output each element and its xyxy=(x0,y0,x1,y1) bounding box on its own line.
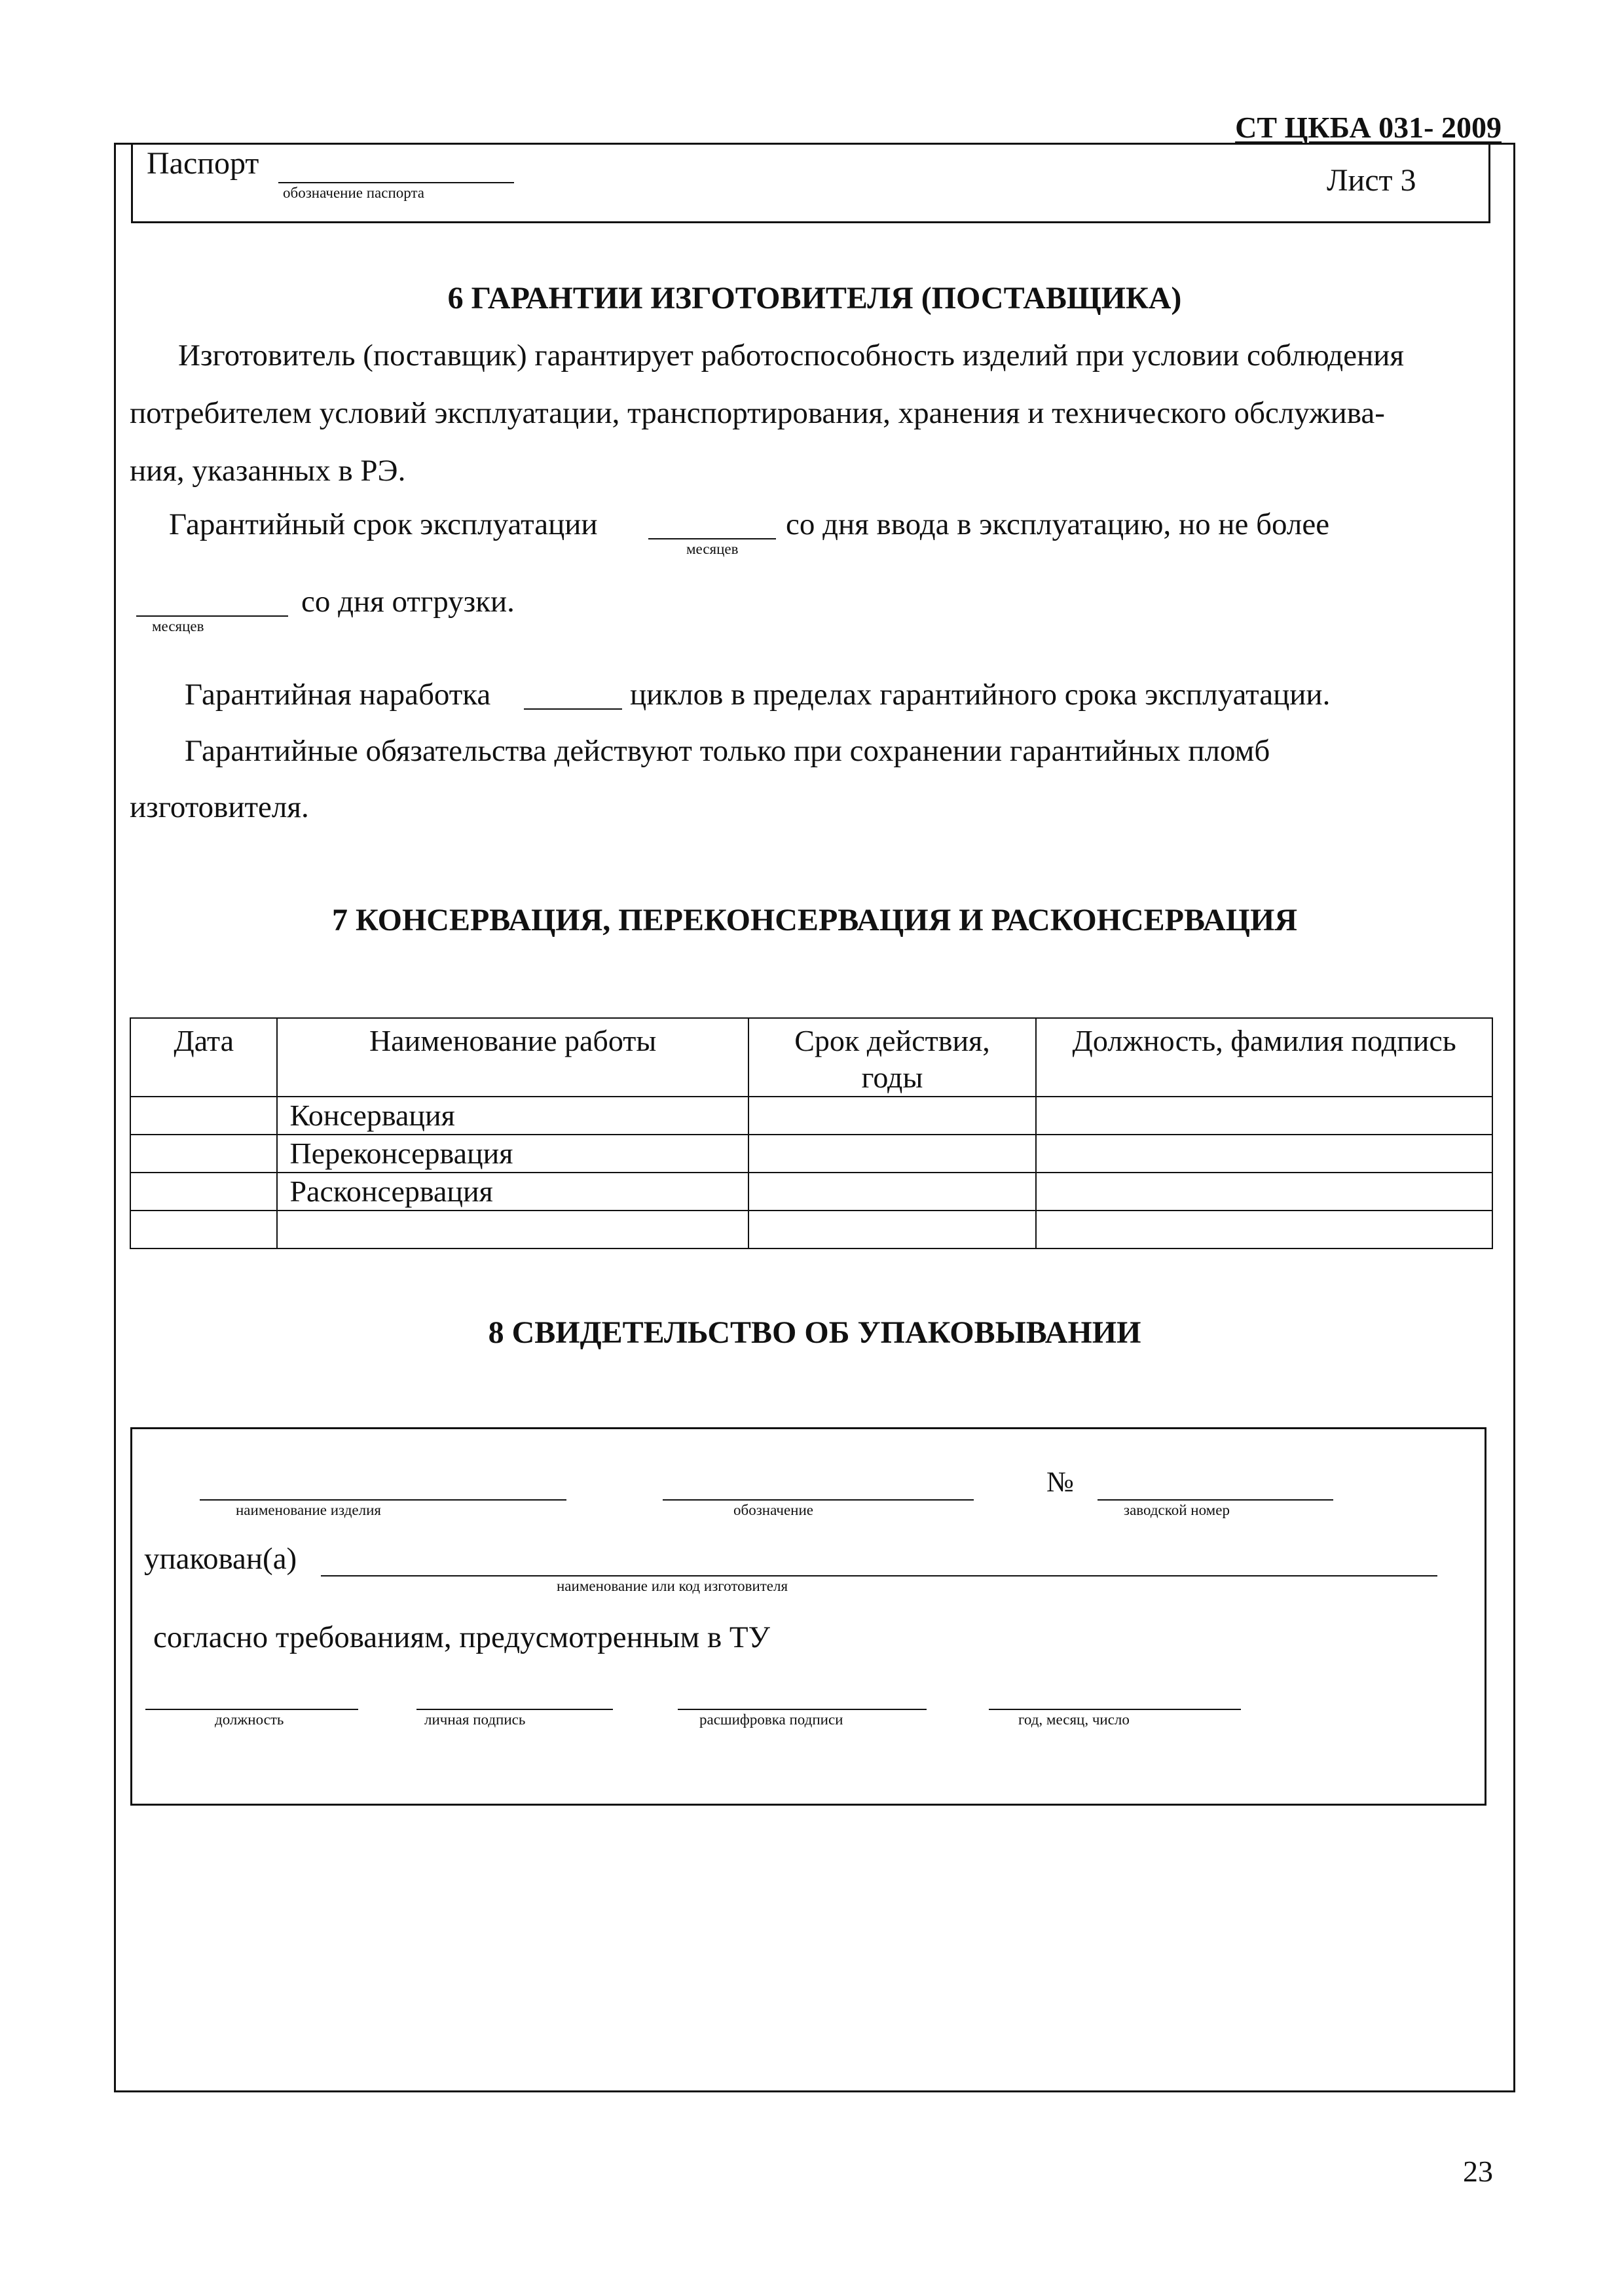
shipment-period-text: со дня отгрузки. xyxy=(301,585,515,619)
table-cell-signature[interactable] xyxy=(1036,1211,1492,1248)
table-cell-work: Переконсервация xyxy=(277,1135,748,1173)
table-cell-date[interactable] xyxy=(130,1173,277,1211)
packing-certificate-box xyxy=(130,1427,1486,1806)
passport-designation-caption: обозначение паспорта xyxy=(283,185,425,201)
column-header-date: Дата xyxy=(130,1018,277,1097)
warranty-paragraph-line-1: Изготовитель (поставщик) гарантирует работоспособность изделий при условии соблюдения xyxy=(178,338,1404,373)
table-cell-work: Расконсервация xyxy=(277,1173,748,1211)
shipment-period-caption: месяцев xyxy=(152,618,204,634)
table-cell-validity[interactable] xyxy=(748,1211,1036,1248)
table-row xyxy=(130,1173,1492,1211)
table-cell-date[interactable] xyxy=(130,1211,277,1248)
manufacturer-caption: наименование или код изготовителя xyxy=(557,1578,788,1594)
date-caption: год, месяц, число xyxy=(1018,1711,1130,1728)
table-cell-work[interactable] xyxy=(277,1211,748,1248)
requirements-text: согласно требованиям, предусмотренным в ТУ xyxy=(153,1620,770,1654)
warranty-paragraph-line-3: ния, указанных в РЭ. xyxy=(130,454,406,488)
column-header-work: Наименование работы xyxy=(277,1018,748,1097)
table-cell-signature[interactable] xyxy=(1036,1135,1492,1173)
warranty-cycles-text: циклов в пределах гарантийного срока эксплуатации. xyxy=(630,678,1331,712)
conservation-table-header xyxy=(130,1018,1492,1097)
table-cell-work: Консервация xyxy=(277,1097,748,1135)
column-header-position-signature: Должность, фамилия подпись xyxy=(1036,1018,1492,1097)
signature-decode-caption: расшифровка подписи xyxy=(699,1711,843,1728)
standard-code: СТ ЦКБА 031- 2009 xyxy=(1235,111,1502,144)
passport-designation-blank[interactable] xyxy=(278,182,514,183)
section-7-title: 7 КОНСЕРВАЦИЯ, ПЕРЕКОНСЕРВАЦИЯ И РАСКОНСЕРВАЦИЯ xyxy=(332,903,1297,938)
product-name-blank[interactable] xyxy=(200,1499,566,1501)
sheet-label: Лист 3 xyxy=(1327,163,1416,198)
position-blank[interactable] xyxy=(145,1709,358,1710)
serial-number-caption: заводской номер xyxy=(1124,1502,1230,1518)
warranty-period-blank[interactable] xyxy=(648,538,776,539)
page-number: 23 xyxy=(1463,2155,1493,2188)
signature-blank[interactable] xyxy=(416,1709,613,1710)
warranty-period-label: Гарантийный срок эксплуатации xyxy=(169,507,598,541)
table-cell-validity[interactable] xyxy=(748,1097,1036,1135)
table-row xyxy=(130,1135,1492,1173)
table-cell-date[interactable] xyxy=(130,1135,277,1173)
product-name-caption: наименование изделия xyxy=(236,1502,381,1518)
packed-label: упакован(а) xyxy=(144,1542,297,1576)
number-sign: № xyxy=(1046,1466,1074,1498)
signature-decode-blank[interactable] xyxy=(678,1709,927,1710)
table-cell-signature[interactable] xyxy=(1036,1097,1492,1135)
designation-blank[interactable] xyxy=(663,1499,974,1501)
date-blank[interactable] xyxy=(989,1709,1241,1710)
column-header-validity: Срок действия, годы xyxy=(748,1018,1036,1097)
conservation-table xyxy=(130,1017,1493,1249)
section-6-title: 6 ГАРАНТИИ ИЗГОТОВИТЕЛЯ (ПОСТАВЩИКА) xyxy=(447,281,1182,316)
position-caption: должность xyxy=(215,1711,284,1728)
designation-caption: обозначение xyxy=(733,1502,813,1518)
signature-caption: личная подпись xyxy=(424,1711,526,1728)
warranty-seals-line-2: изготовителя. xyxy=(130,790,309,824)
passport-label: Паспорт xyxy=(147,146,259,181)
warranty-cycles-blank[interactable] xyxy=(524,708,622,710)
shipment-period-blank[interactable] xyxy=(136,615,288,617)
table-row xyxy=(130,1211,1492,1248)
table-cell-date[interactable] xyxy=(130,1097,277,1135)
table-cell-validity[interactable] xyxy=(748,1173,1036,1211)
table-cell-signature[interactable] xyxy=(1036,1173,1492,1211)
table-row xyxy=(130,1097,1492,1135)
table-cell-validity[interactable] xyxy=(748,1135,1036,1173)
warranty-period-caption: месяцев xyxy=(686,541,739,557)
manufacturer-blank[interactable] xyxy=(321,1575,1437,1576)
warranty-cycles-label: Гарантийная наработка xyxy=(185,678,491,712)
warranty-paragraph-line-2: потребителем условий эксплуатации, транспортирования, хранения и технического обслужива- xyxy=(130,396,1385,430)
warranty-seals-line-1: Гарантийные обязательства действуют только при сохранении гарантийных пломб xyxy=(185,734,1270,768)
section-8-title: 8 СВИДЕТЕЛЬСТВО ОБ УПАКОВЫВАНИИ xyxy=(488,1315,1141,1350)
warranty-period-text: со дня ввода в эксплуатацию, но не более xyxy=(786,507,1330,541)
serial-number-blank[interactable] xyxy=(1098,1499,1333,1501)
